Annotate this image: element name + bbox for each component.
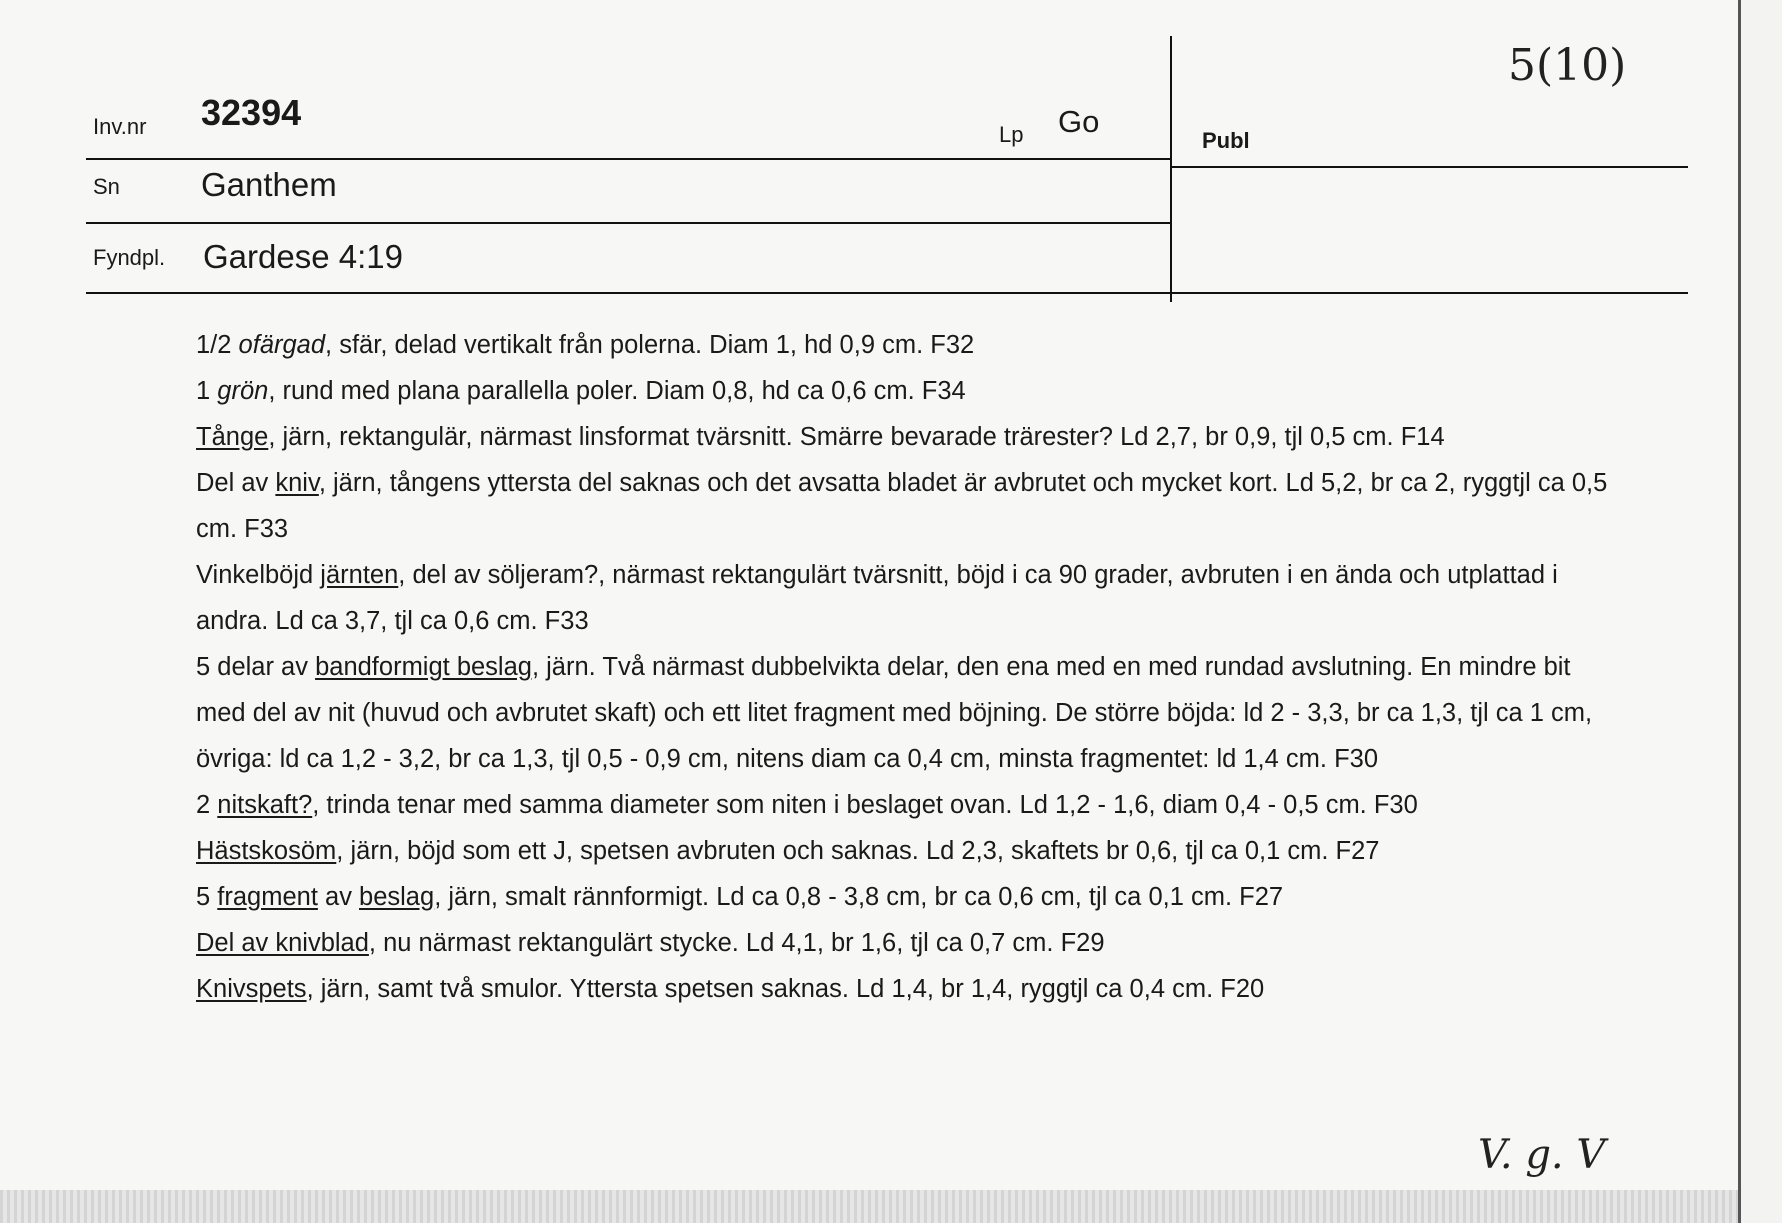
entry-pre: 5 delar av xyxy=(196,653,316,681)
entry-pre: Del av xyxy=(196,469,276,497)
entry-item xyxy=(196,782,1616,828)
entry-item xyxy=(196,966,1616,1012)
rule-publ xyxy=(1172,166,1688,168)
entry-rest: , trinda tenar med samma diameter som niten i beslaget ovan. Ld 1,2 - 1,6, diam 0,4 - 0,5 cm. F30 xyxy=(312,791,1418,819)
inv-value: 32394 xyxy=(201,92,302,133)
entry-rest: , rund med plana parallella poler. Diam 0,8, hd ca 0,6 cm. F34 xyxy=(268,377,966,405)
entry-pre: 1 xyxy=(196,377,218,405)
fyndpl-value: Gardese 4:19 xyxy=(203,238,403,275)
entry-item xyxy=(196,920,1616,966)
entry-pre: 5 xyxy=(196,883,218,911)
inv-label: Inv.nr xyxy=(93,114,147,139)
entry-item xyxy=(196,460,1616,552)
entry-item xyxy=(196,322,1616,368)
entry-term: Tånge xyxy=(196,423,269,451)
lp-label: Lp xyxy=(999,122,1024,147)
rule-sn xyxy=(86,222,1172,224)
entry-term: kniv xyxy=(275,469,319,497)
sn-value: Ganthem xyxy=(201,166,337,203)
entry-item xyxy=(196,644,1616,782)
entry-rest: , nu närmast rektangulärt stycke. Ld 4,1, br 1,6, tjl ca 0,7 cm. F29 xyxy=(368,929,1105,957)
entry-italic: grön xyxy=(217,377,269,405)
entry-item xyxy=(196,368,1616,414)
entry-term: Hästskosöm xyxy=(196,837,337,865)
entry-mid: av xyxy=(317,883,360,911)
entry-rest: , järn, tångens yttersta del saknas och det avsatta bladet är avbrutet och mycket kort. Ld 5,2, br ca 2, ryggtjl ca 0,5 cm. F33 xyxy=(196,469,1608,543)
handwritten-initials: V. g. V xyxy=(1478,1132,1606,1178)
fyndpl-label: Fyndpl. xyxy=(93,245,166,270)
entry-term: Del av knivblad xyxy=(196,929,369,957)
entry-pre: Vinkelböjd xyxy=(196,561,321,589)
rule-vertical xyxy=(1170,36,1172,302)
entry-term: fragment xyxy=(217,883,318,911)
entry-item xyxy=(196,874,1616,920)
rule-invnr xyxy=(86,158,1172,160)
sn-label: Sn xyxy=(93,174,120,199)
entry-term: nitskaft? xyxy=(217,791,313,819)
entry-term: Knivspets xyxy=(196,975,307,1003)
lp-value: Go xyxy=(1058,104,1100,139)
scan-edge xyxy=(0,1190,1738,1223)
entry-list xyxy=(196,322,1616,1012)
entry-rest: , järn. Två närmast dubbelvikta delar, den ena med en med rundad avslutning. En mindre bit med del av nit (huvud och avbrutet skaft) och ett litet fragment med böjning. De större böjda: ld 2 - 3,3, br ca 1,3, tjl ca 1 cm, övriga: ld ca 1,2 - 3,2, br ca 1,3, tjl 0,5 - 0,9 cm, nitens diam ca 0,4 cm, minsta fragmentet: ld 1,4 cm. F30 xyxy=(196,653,1593,773)
entry-item xyxy=(196,828,1616,874)
entry-term: beslag xyxy=(359,883,435,911)
entry-rest: , sfär, delad vertikalt från polerna. Diam 1, hd 0,9 cm. F32 xyxy=(325,331,975,359)
entry-rest: , järn, samt två smulor. Yttersta spetsen saknas. Ld 1,4, br 1,4, ryggtjl ca 0,4 cm. F20 xyxy=(306,975,1265,1003)
entry-pre: 1/2 xyxy=(196,331,239,359)
entry-rest: , järn, rektangulär, närmast linsformat tvärsnitt. Smärre bevarade trärester? Ld 2,7, br 0,9, tjl 0,5 cm. F14 xyxy=(268,423,1445,451)
rule-fyndpl xyxy=(86,292,1688,294)
entry-term: järnten xyxy=(320,561,399,589)
entry-item xyxy=(196,552,1616,644)
entry-rest: , del av söljeram?, närmast rektangulärt tvärsnitt, böjd i ca 90 grader, avbruten i en ända och utplattad i andra. Ld ca 3,7, tjl ca 0,6 cm. F33 xyxy=(196,561,1558,635)
entry-item xyxy=(196,414,1616,460)
entry-rest: , järn, böjd som ett J, spetsen avbruten och saknas. Ld 2,3, skaftets br 0,6, tjl ca 0,1 cm. F27 xyxy=(336,837,1380,865)
entry-rest: , järn, smalt rännformigt. Ld ca 0,8 - 3,8 cm, br ca 0,6 cm, tjl ca 0,1 cm. F27 xyxy=(434,883,1284,911)
entry-term: bandformigt beslag xyxy=(315,653,532,681)
corner-note: 5(10) xyxy=(1508,40,1627,91)
publ-label: Publ xyxy=(1202,128,1250,153)
entry-italic: ofärgad xyxy=(238,331,326,359)
entry-pre: 2 xyxy=(196,791,218,819)
